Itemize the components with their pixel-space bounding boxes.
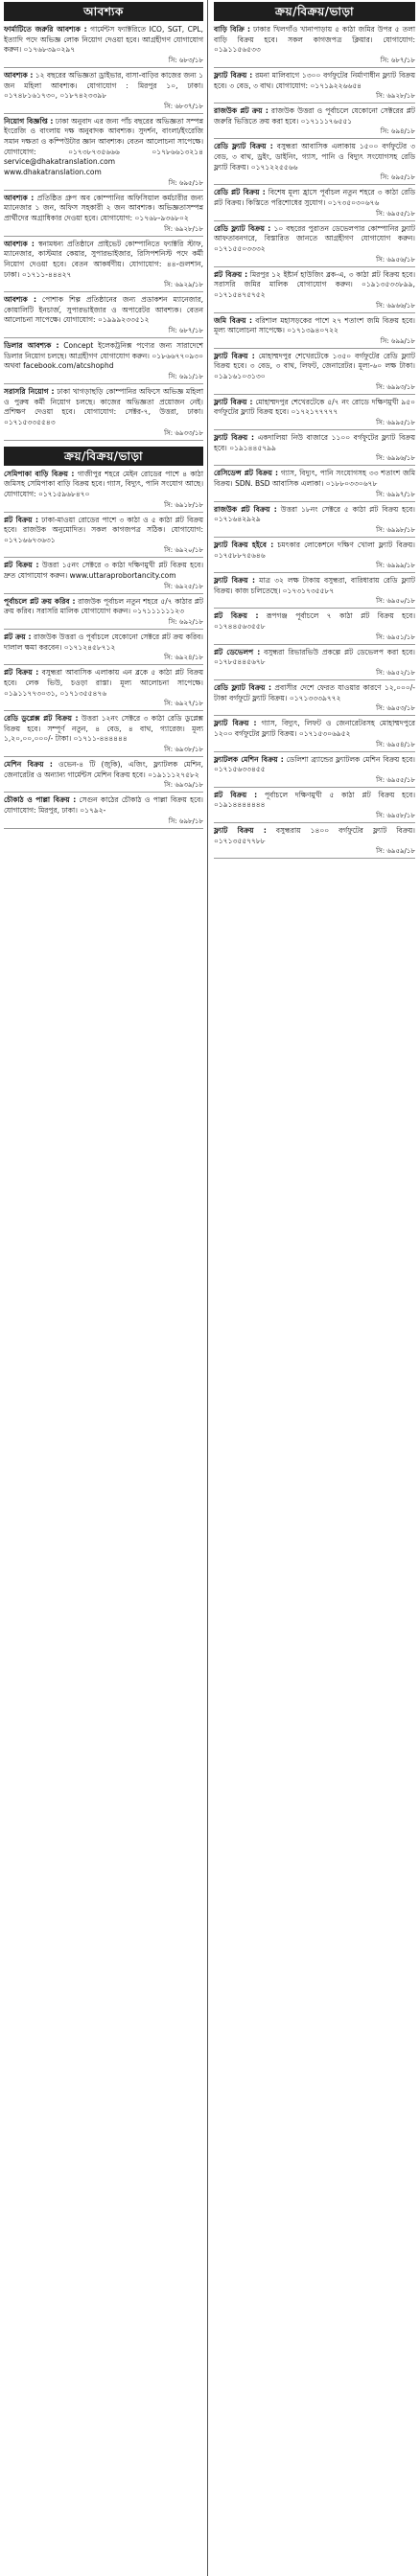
ad-keyword: প্লট বিক্রয় : xyxy=(4,515,38,524)
column-separator xyxy=(207,0,208,2576)
ad-body xyxy=(214,316,415,336)
ad-body xyxy=(4,760,203,780)
ad-text: মোহাম্মদপুর শেখেরটেকে ৫/৭ নং রোডে দক্ষিণমুখী ৯৫০ বর্গফুটের ফ্ল্যাট বিক্রয় হবে। ০১৭২১৭৭৭৭৭ xyxy=(214,397,415,417)
ad-body xyxy=(214,25,415,56)
ad-text: ঢাকার খিলগাঁও খানাপাড়ায় ৫ কাঠা জমির উপর ৫ তলা বাড়ি বিক্রয় হবে। সকল কাগজপত্র ক্লিয়ার। যোগাযোগ: ০১৯১১৫৬৫৩৩ xyxy=(214,25,416,55)
classified-ad xyxy=(4,714,203,757)
ad-text: একদালিয়া নিউ বাজারে ১১০০ বর্গফুটের ফ্ল্যাট বিক্রয় হবে। ০১৯১৪৪৫৭৯৯ xyxy=(214,433,415,452)
ad-code: সি: ৬৯৫৮/১৮ xyxy=(214,811,415,823)
ad-body xyxy=(4,25,203,56)
ad-body xyxy=(214,791,415,811)
ad-code: সি: ৬৯৫৯/১৮ xyxy=(214,846,415,859)
classified-ad xyxy=(214,469,415,501)
section-header-buy-sell-rent-right: ক্রয়/বিক্রয়/ভাড়া xyxy=(214,2,415,21)
classified-ad xyxy=(4,795,203,828)
classified-ad xyxy=(4,295,203,338)
ad-keyword: ফ্ল্যাট বিক্রয় : xyxy=(214,397,253,406)
classified-ad xyxy=(4,71,203,114)
ad-keyword: ফ্ল্যাট বিক্রয় : xyxy=(214,719,257,728)
ads-list-buy-sell-rent-left xyxy=(4,470,203,829)
ad-keyword: ফ্ল্যাটলক মেশিন বিক্রয় : xyxy=(214,754,284,764)
ad-code: সি: ৬৯৫২/১৮ xyxy=(214,668,415,680)
ad-code: সি: ৬৯১/১৮ xyxy=(4,372,203,384)
left-column xyxy=(4,0,203,832)
ad-keyword: চৌকাঠ ও পাল্লা বিক্রয় : xyxy=(4,795,77,805)
ad-text: রমনা মালিবাগে ১৩০০ বর্গফুটের নির্মাণাধীন ফ্ল্যাট বিক্রয় হবে। ৩ বেড, ৩ বাথ। যোগাযোগ: ০১৭১৯২২৬৬৫৪ xyxy=(214,70,415,90)
ad-text: উত্তরা ১৮নং সেক্টরে ৫ কাঠা প্লট বিক্রয় হবে। ০১৭১৬৪২৯২৯ xyxy=(214,504,415,524)
classified-ad xyxy=(4,561,203,593)
ad-text: মিরপুর ১২ ইষ্টার্ন হাউজিং ব্লক-এ, ৩ কাঠা প্লট বিক্রয় হবে। সরাসরি জমির মালিক যোগাযোগ করুন। ০১৯১৩৫৩৩৮৯৯, ০১৭১৫৪৭৫৭৫২ xyxy=(214,269,415,299)
ad-code: সি: ৬৯৫৪/১৮ xyxy=(214,740,415,752)
ad-text: উত্তরা ১৫নং সেক্টরে ৩ কাঠা দক্ষিণমুখী প্লট বিক্রয় হবে। দ্রুত যোগাযোগ করুন। www.uttaraprobortancity.com xyxy=(4,561,203,581)
ad-keyword: ফ্ল্যাট বিক্রয় : xyxy=(214,70,253,80)
ad-code: সি: ৬৯৯৬/১৮ xyxy=(214,453,415,466)
ad-body xyxy=(214,352,415,382)
ads-list-wanted xyxy=(4,25,203,441)
ad-body xyxy=(4,71,203,102)
ad-body xyxy=(4,632,203,653)
ad-body xyxy=(214,826,415,846)
ad-body xyxy=(4,387,203,428)
classified-ad xyxy=(214,25,415,68)
ad-body xyxy=(214,224,415,255)
ad-code: সি: ৬৯৫১/১৮ xyxy=(214,632,415,645)
ad-text: ঢাকা খাগড়াছড়ি কোম্পানির অফিসে অভিজ্ঞ মহিলা ও পুরুষ কর্মী নিয়োগ চলছে। কাজের অভিজ্ঞতা প্রয়োজন নেই। প্রশিক্ষণ দেওয়া হবে। যোগাযোগ: সেক্টর-৭, উত্তরা, ঢাকা। ০১৭১৫৩৩৫৫৪৩ xyxy=(4,387,203,426)
classified-ad xyxy=(214,683,415,716)
ad-body xyxy=(214,611,415,632)
ad-body xyxy=(4,194,203,224)
ad-body xyxy=(214,505,415,525)
ad-text: গাজীপুর শহরে মেইন রোডের পাশে ৪ কাঠা জমিসহ সেমিপাকা বাড়ি বিক্রয় হবে। গ্যাস, বিদ্যুৎ, পানি সংযোগ আছে। যোগাযোগ: ০১৭১৫৯৬৮৪৭০ xyxy=(4,469,203,498)
ad-text: বিশেষ মূল্য হ্রাসে পূর্বাচল নতুন শহরে ৩ কাঠা রেডি প্লট বিক্রয়। কিস্তিতে পরিশোধের সুযোগ। ০১৭৩৫০৩০৬৭৬ xyxy=(214,188,415,208)
ad-text: ডেলিশা ব্র্যান্ডের ফ্ল্যাটলক মেশিন বিক্রয় হবে। ০১৭১৫৬৩৩৪৫৫ xyxy=(214,754,415,774)
classified-ad xyxy=(4,25,203,68)
ad-text: মোহাম্মদপুর শেখেরটেকে ১৩৫০ বর্গফুটের রেডি ফ্ল্যাট বিক্রয় হবে। ৩ বেড, ৩ বাথ, লিফট, জেনারেটর। মূল্য-৬০ লক্ষ টাকা। ০১৯১৬১০৩১৩০ xyxy=(214,351,415,381)
ad-body xyxy=(4,240,203,281)
ad-keyword: প্লট ডেভেলপ : xyxy=(214,647,261,656)
ad-body xyxy=(4,295,203,326)
ad-code: সি: ৬৯৫/১৮ xyxy=(214,172,415,185)
ad-code: সি: ৬৯৮/১৮ xyxy=(4,816,203,829)
ad-keyword: ফ্ল্যাট বিক্রয় হইবে : xyxy=(214,540,274,549)
ad-body xyxy=(4,341,203,372)
ad-text: গ্যাস, বিদ্যুৎ, লিফট ও জেনারেটরসহ মোহাম্মদপুরে ১২০০ বর্গফুটের ফ্ল্যাট বিক্রয়। ০১৭১৫৩০৬৯৫২ xyxy=(214,719,415,738)
ad-body xyxy=(214,719,415,739)
ad-code: সি: ৬৯২৫/১৮ xyxy=(4,582,203,594)
ad-body xyxy=(214,576,415,596)
classified-ad xyxy=(4,240,203,293)
ad-keyword: আবশ্যক : xyxy=(4,70,34,80)
classified-ad xyxy=(214,352,415,395)
ad-code: সি: ৬৯২০/১৮ xyxy=(4,545,203,558)
ad-text: ঢাকা-মাওয়া রোডের পাশে ৩ কাঠা ও ৫ কাঠা প্লট বিক্রয় হবে। রাজউক অনুমোদিত। সকল কাগজপত্র সঠিক। যোগাযোগ: ০১৭১৬৬৭৩৬৩১ xyxy=(4,515,204,544)
ad-keyword: ফ্ল্যাট বিক্রয় : xyxy=(214,433,254,443)
ad-body xyxy=(4,714,203,745)
ad-text: ১২ বছরের অভিজ্ঞতা ড্রাইভার, বাসা-বাড়ির কাজের জন্য ১ জন মহিলা আবশ্যক। যোগাযোগ : মিরপুর ১০, ঢাকা। ০১৭৪৮১৬১৭৩০, ০১৮৭৪২৩৩৯৮ xyxy=(4,70,203,101)
ad-code: সি: ৬৯৯৮/১৮ xyxy=(214,525,415,538)
ad-text: ওভেন-৪ টি (জুকি), এজিং, ফ্ল্যাটলক মেশিন, জেনারেটর ও অন্যান্য গার্মেন্টস মেশিন বিক্রয় হবে। ০১৯১১১২৭৫৮২ xyxy=(4,760,204,779)
classified-ad xyxy=(214,106,415,139)
ad-body xyxy=(214,106,415,126)
ad-keyword: আবশ্যক : xyxy=(4,193,35,202)
ad-code: সি: ৬৯৯৯/১৮ xyxy=(214,561,415,573)
ad-text: গার্মেন্টস ফ্যাক্টরিতে ICO, SGT, CPL, ইত্যাদি পদে অভিজ্ঞ লোক নিয়োগ দেওয়া হবে। আগ্রহীগণ যোগাযোগ করুন। ০১৭৬৮৩৯০২৯৭ xyxy=(4,25,203,55)
ad-text: ঢাকা অনুবাদ এর জন্য পাঁচ বছরের অভিজ্ঞতা সম্পন্ন ইংরেজি ও বাংলায় দক্ষ অনুবাদক আবশ্যক। সুদর্শন, বাংলা/ইংরেজি সমান দক্ষতা ও কম্পিউটার জ্ঞান আবশ্যক। বেতন আলোচনা সাপেক্ষে। যোগাযোগ: ০১৭৩৮৭৩৫৬৬৬ ০১৭৮৬৬১৩২১৪ service@dhakatranslation.com www.dhakatranslation.com xyxy=(4,116,203,177)
classified-ad xyxy=(214,505,415,538)
ad-text: Concept ইলেকট্রনিক্স পণ্যের জন্য সারাদেশে ডিলার নিয়োগ চলছে। আগ্রহীগণ যোগাযোগ করুন। ০১৮৬৬৭৭০৯৩০ অথবা facebook.com/atcshophd xyxy=(4,341,203,371)
ad-body xyxy=(214,142,415,172)
classified-ad xyxy=(4,632,203,665)
ad-text: বসুন্ধরায় ১৪০০ বর্গফুটের ফ্ল্যাট বিক্রয়। ০১৭১৩৫৫৭৭৮৮ xyxy=(214,826,415,845)
ad-body xyxy=(4,795,203,816)
ad-code: সি: ৬৮৩৭/১৮ xyxy=(4,102,203,114)
ad-body xyxy=(214,398,415,418)
ad-code: সি: ৬৯৬৬/১৮ xyxy=(214,301,415,313)
classified-ad xyxy=(214,648,415,680)
ad-text: মাত্র ৩২ লক্ষ টাকায় বসুন্ধরা, বারিধারায় রেডি ফ্ল্যাট বিক্রয়। কাজ চলিতেছে। ০১৭৩১৭৩৫৫৮৭ xyxy=(214,576,415,595)
ad-keyword: ফ্ল্যাট বিক্রয় : xyxy=(214,576,256,586)
classified-ad xyxy=(214,71,415,104)
ad-code: সি: ৬৯৩৮/১৮ xyxy=(4,745,203,757)
ads-list-buy-sell-rent-right xyxy=(214,25,415,859)
ad-keyword: মেশিন বিক্রয় : xyxy=(4,760,53,770)
ad-keyword: রেডি ফ্ল্যাট বিক্রয় : xyxy=(214,223,271,233)
ad-keyword: রাজউক প্লট ক্রয় : xyxy=(214,106,268,116)
ad-text: সেগুন কাঠের চৌকাঠ ও পাল্লা বিক্রয় হবে। যোগাযোগ: মিরপুর, ঢাকা। ০১৭৯২- xyxy=(4,795,203,816)
ad-body xyxy=(4,561,203,581)
ad-keyword: প্লট বিক্রয় : xyxy=(214,611,259,621)
ad-keyword: নিয়োগ বিজ্ঞপ্তি : xyxy=(4,116,54,126)
ad-code: সি: ৬৯২৮/১৮ xyxy=(4,224,203,237)
classified-ad xyxy=(214,270,415,313)
ad-code: সি: ৬৯১৮/১৮ xyxy=(4,500,203,513)
ad-text: প্রতিষ্ঠিত গ্রুপ অব কোম্পানির অফিসিয়াল কর্মচারীর জন্য ম্যানেজার ১ জন, অফিস সহকারী ২ জন আবশ্যক। অভিজ্ঞতাসম্পন্ন প্রার্থীদের অগ্রাধিকার দেওয়া হবে। যোগাযোগ: ০১৭৬৮-৯৩৬৮০২ xyxy=(4,193,203,222)
ad-text: উত্তরা ১২নং সেক্টরে ৩ কাঠা রেডি ডুপ্লেক্স বিক্রয় হবে। সম্পূর্ণ নতুন, ৪ বেড, ৪ বাথ, গ্যারেজ। মূল্য ১,২০,০০,০০০/- টাকা। ০১৭১১-৪৪৪৪৪৪ xyxy=(4,714,203,744)
classified-ad xyxy=(4,117,203,191)
ad-body xyxy=(214,469,415,489)
classified-ad xyxy=(4,387,203,441)
classified-ad xyxy=(4,470,203,513)
ad-keyword: ফ্ল্যাট বিক্রয় : xyxy=(214,826,267,836)
ad-keyword: রেসিডেন্স প্লট বিক্রয় : xyxy=(214,469,278,478)
ad-keyword: আবশ্যক : xyxy=(4,295,36,305)
ad-code: সি: ৬৯৫০/১৮ xyxy=(214,596,415,609)
ad-code: সি: ৬৯৪/১৮ xyxy=(214,126,415,139)
ad-code: সি: ৬৯৩৩/১৮ xyxy=(4,428,203,441)
section-header-buy-sell-rent: ক্রয়/বিক্রয়/ভাড়া xyxy=(4,447,203,466)
ad-text: চমৎকার লোকেশনে দক্ষিণ খোলা ফ্ল্যাট বিক্রয়। ০১৭৫৮৮৭৫৬৪৬ xyxy=(214,540,415,560)
classified-ad xyxy=(214,791,415,823)
classified-ad xyxy=(214,398,415,430)
ad-code: সি: ৬৯৩৯/১৮ xyxy=(4,780,203,793)
ad-keyword: প্লট ক্রয় : xyxy=(4,632,32,641)
classified-ad xyxy=(214,540,415,573)
ad-keyword: ফ্ল্যাট বিক্রয় : xyxy=(214,351,255,360)
ad-keyword: রেডি প্লট বিক্রয় : xyxy=(214,188,266,197)
ad-text: ১০ বছরের পুরাতন ডেভেলপার কোম্পানির ফ্ল্যাট আফতাবনগরে, বিস্তারিত জানতে আগ্রহীগণ যোগাযোগ করুন। ০১৭১৫৫০৩৩৩২ xyxy=(214,223,415,253)
ad-keyword: প্লট বিক্রয় : xyxy=(4,668,39,678)
ad-text: বসুন্ধরা রিভারভিউ প্রকল্পে প্লট ডেভেলপ করা হবে। ০১৭৮৫৪৪৫৬৭৮ xyxy=(214,647,415,667)
ad-keyword: সেমিপাকা বাড়ি বিক্রয় : xyxy=(4,469,75,478)
ad-body xyxy=(214,188,415,208)
ad-body xyxy=(4,470,203,500)
classified-ad xyxy=(214,826,415,859)
ad-text: রাজউক উত্তরা ও পূর্বাচলে যেকোনো সেক্টরের প্লট জরুরি ভিত্তিতে ক্রয় করা হবে। ০১৭১১১৭৬৫৫১ xyxy=(214,106,415,126)
ad-code: সি: ৬৯৯৭/১৮ xyxy=(214,490,415,502)
ad-keyword: প্লট বিক্রয় : xyxy=(214,790,258,799)
classified-ad xyxy=(4,668,203,711)
ad-code: সি: ৬৯২৮/১৮ xyxy=(214,91,415,104)
classified-ad xyxy=(4,194,203,237)
ad-body xyxy=(4,516,203,546)
ad-code: সি: ৬৯২৯/১৮ xyxy=(4,280,203,292)
classified-ad xyxy=(4,760,203,793)
ad-text: পূর্বাচলে দক্ষিণমুখী ৫ কাঠা প্লট বিক্রয় হবে। ০১৯১৪৪৪৪৪৪৪ xyxy=(214,790,415,810)
ad-code: সি: ৬৯৯৫/১৮ xyxy=(214,418,415,430)
ad-text: বসুন্ধরা আবাসিক এলাকায় ১৫০০ বর্গফুটের ৩ বেড, ৩ বাথ, ড্রইং, ডাইনিং, গ্যাস, পানি ও বিদ্যুৎ সংযোগসহ রেডি ফ্ল্যাট বিক্রয়। ০১৭১২২৫৫৬৬ xyxy=(214,142,415,172)
ad-keyword: পূর্বাচলে প্লট ক্রয় করিব : xyxy=(4,596,76,606)
ad-code: সি: ৬৮৭/১৮ xyxy=(4,326,203,338)
classified-ad xyxy=(214,224,415,267)
ad-keyword: বাড়ি বিক্রি : xyxy=(214,25,251,34)
ad-body xyxy=(214,648,415,668)
classified-ad xyxy=(214,188,415,220)
classified-ad xyxy=(4,597,203,630)
ad-text: বসুন্ধরা আবাসিক এলাকায় এন ব্লকে ৫ কাঠা প্লট বিক্রয় হবে। লেক ভিউ, চওড়া রাস্তা। মূল্য আলোচনা সাপেক্ষে। ০১৯১১৭৭৩০৩১, ০১৭১৩৫৫৪৭৬ xyxy=(4,668,204,698)
ad-keyword: জমি বিক্রয় : xyxy=(214,315,253,325)
ad-keyword: ডিলার আবশ্যক : xyxy=(4,341,59,351)
ad-code: সি: ৬৯৯/১৮ xyxy=(214,336,415,349)
classified-ad xyxy=(4,516,203,559)
classified-ad xyxy=(214,316,415,349)
ad-keyword: রাজউক প্লট বিক্রয় : xyxy=(214,504,277,514)
ad-keyword: রেডি ফ্ল্যাট বিক্রয় : xyxy=(214,682,272,692)
ad-body xyxy=(4,668,203,699)
ad-keyword: প্লট বিক্রয় : xyxy=(4,561,39,570)
ad-keyword: আবশ্যক : xyxy=(4,239,35,248)
classified-ad xyxy=(4,341,203,384)
ad-code: সি: ৬৯২/১৮ xyxy=(4,617,203,630)
ad-text: প্রবাসীর দেশে ফেরত যাওয়ার কারণে ১২,০০০/- টাকা বর্গফুটে ফ্ল্যাট বিক্রয়। ০১৭১৩৩৩৯৭৭২ xyxy=(214,682,416,702)
ad-text: রূপগঞ্জ পূর্বাচলে ৭ কাঠা প্লট বিক্রয় হবে। ০১৭৪৪৫৬৩৫৫৮ xyxy=(214,611,415,632)
section-header-wanted: আবশ্যক xyxy=(4,2,203,21)
ad-code: সি: ৬৯৫৫/১৮ xyxy=(214,209,415,221)
ad-code: সি: ৬৯২৪/১৮ xyxy=(4,653,203,665)
ad-keyword: রেডি ডুপ্লেক্স প্লট বিক্রয় : xyxy=(4,714,79,724)
ad-code: সি: ৬৯৫৩/১৮ xyxy=(214,703,415,716)
classified-ad xyxy=(214,576,415,609)
ad-keyword: সরাসরি নিয়োগ : xyxy=(4,387,55,397)
ad-text: রাজউক পূর্বাচল নতুন শহরে ৫/৭ কাঠার প্লট ক্রয় করিব। সরাসরি মালিক যোগাযোগ করুন। ০১৭১১১১১১২৩ xyxy=(4,596,203,616)
classified-ad xyxy=(214,611,415,644)
ad-text: রাজউক উত্তরা ও পূর্বাচলে যেকোনো সেক্টরে প্লট ক্রয় করিব। দালাল ক্ষমা করবেন। ০১৭১২৪৫৮৭১২ xyxy=(4,632,203,652)
ad-text: স্বনামধন্য প্রতিষ্ঠানে প্রাইভেট কোম্পানিতে ফ্যাক্টরি স্টাফ, ম্যানেজার, কাস্টমার কেয়ার, সুপারভাইজার, রিসিপশনিস্ট পদে কর্মী নিয়োগ দেওয়া হবে। বেতন আকর্ষণীয়। যোগাযোগ: ৪৪-গুলশান, ঢাকা। ০১৭১১-৪৪৪২৭ xyxy=(4,239,203,279)
ad-code: সি: ৬৯৫/১৮ xyxy=(4,178,203,191)
classified-ad xyxy=(214,719,415,751)
ad-code: সি: ৬৯৫৬/১৮ xyxy=(214,255,415,267)
ad-body xyxy=(214,755,415,775)
ad-text: বরিশাল মহাসড়কের পাশে ২৭ শতাংশ জমি বিক্রয় হবে। মূল্য আলোচনা সাপেক্ষে। ০১৭১৩৯৪০৭২২ xyxy=(214,315,415,335)
ad-keyword: প্লট বিক্রয় : xyxy=(214,269,248,279)
classified-ad xyxy=(214,433,415,466)
ad-keyword: রেডি ফ্ল্যাট বিক্রয় : xyxy=(214,142,273,151)
classified-ad xyxy=(214,755,415,788)
ad-body xyxy=(214,270,415,301)
ad-body xyxy=(4,597,203,617)
ad-text: গ্যাস, বিদ্যুৎ, পানি সংযোগসহ ৩৩ শতাংশ জমি বিক্রয়। SDN. BSD আবাসিক এলাকা। ০১৮৮০৩৩০৬৭৮ xyxy=(214,469,415,488)
ad-body xyxy=(214,71,415,91)
ad-code: সি: ৬৮৭/১৮ xyxy=(214,56,415,68)
classified-ad xyxy=(214,142,415,185)
ad-code: সি: ৬৮৩/১৮ xyxy=(4,56,203,68)
ad-keyword: ফার্মাটিতে জরুরি আবশ্যক : xyxy=(4,25,87,34)
ad-body xyxy=(214,683,415,703)
ad-text: পোশাক শিল্প প্রতিষ্ঠানের জন্য প্রডাকশন ম্যানেজার, কোয়ালিটি ইনচার্জ, সুপারভাইজার ও অপারেটর আবশ্যক। বেতন আলোচনা সাপেক্ষে। যোগাযোগ: ০১৯৯৯২৩৩৫১২ xyxy=(4,295,203,325)
ad-code: সি: ৬৯২৭/১৮ xyxy=(4,699,203,711)
ad-code: সি: ৬৯৯৩/১৮ xyxy=(214,382,415,395)
ad-body xyxy=(214,540,415,561)
right-column xyxy=(214,0,415,862)
ad-body xyxy=(214,433,415,453)
ad-code: সি: ৬৯৫৫/১৮ xyxy=(214,775,415,788)
ad-body xyxy=(4,117,203,178)
